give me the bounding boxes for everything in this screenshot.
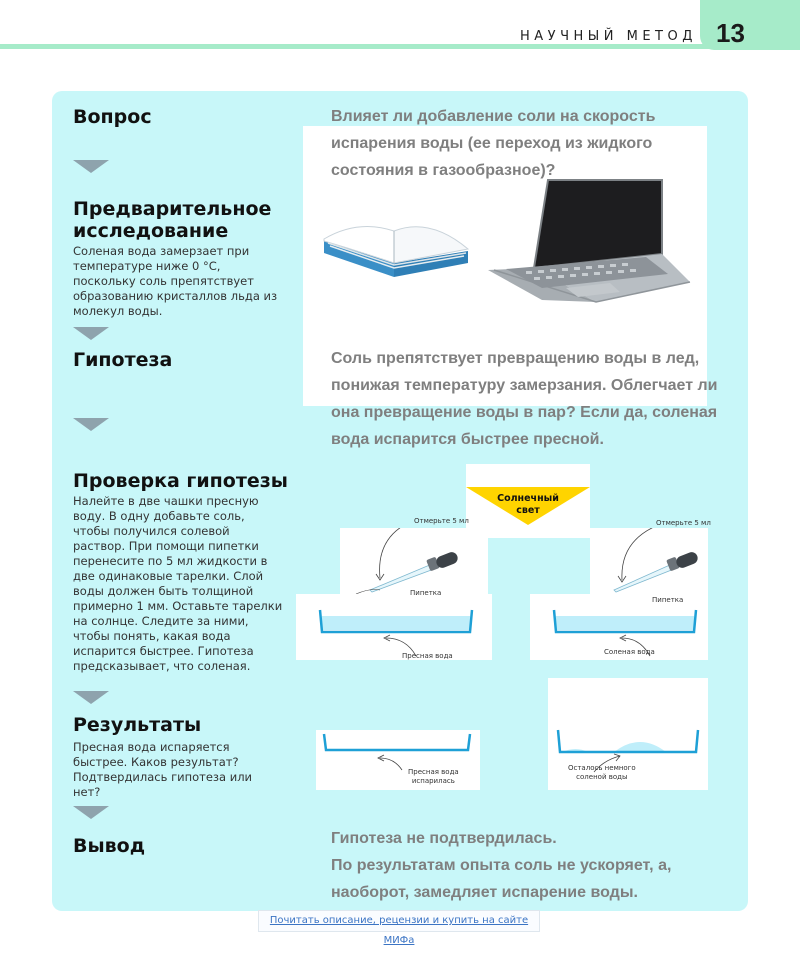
question-content: Влияет ли добавление соли на скорость испарения воды (ее переход из жидкого состояния в газообразное)? bbox=[331, 108, 656, 179]
evaporated-label-line2: испарилась bbox=[411, 777, 455, 785]
step-hypothesis-title: Гипотеза bbox=[73, 349, 173, 371]
sunlight-label-line1: Солнечный bbox=[497, 493, 559, 504]
down-arrow-icon bbox=[73, 160, 109, 173]
step-research-text: Соленая вода замерзает при температуре ниже 0 °C, поскольку соль препятствует образованию кристаллов льда из молекул воды. bbox=[73, 244, 278, 318]
sunlight-label bbox=[466, 493, 590, 517]
step-research-title-line1: Предварительное bbox=[73, 198, 272, 220]
step-question-title: Вопрос bbox=[73, 106, 152, 128]
conclusion-line1: Гипотеза не подтвердилась. bbox=[331, 830, 557, 847]
down-arrow-icon bbox=[73, 327, 109, 340]
laptop-illustration bbox=[486, 176, 692, 304]
hypothesis-content: Соль препятствует превращению воды в лед, понижая температуру замерзания. Облегчает ли она превращение воды в пар? Если да, соленая вода испарится быстрее пресной. bbox=[331, 350, 718, 448]
down-arrow-icon bbox=[73, 418, 109, 431]
conclusion-line2: По результатам опыта соль не ускоряет, а, наоборот, замедляет испарение воды. bbox=[331, 857, 672, 901]
down-arrow-icon bbox=[73, 806, 109, 819]
fresh-water-label: Пресная вода bbox=[402, 652, 453, 660]
evaporated-label bbox=[408, 768, 459, 786]
measure-label-right: Отмерьте 5 мл bbox=[656, 519, 711, 527]
buy-link[interactable]: Почитать описание, рецензии и купить на сайте МИФа bbox=[258, 910, 540, 932]
pipette-left-icon bbox=[340, 528, 488, 594]
salt-water-label: Соленая вода bbox=[604, 648, 655, 656]
pipette-right-icon bbox=[590, 528, 708, 594]
remaining-label-line2: соленой воды bbox=[576, 773, 628, 781]
step-results-text: Пресная вода испаряется быстрее. Каков результат? Подтвердилась гипотеза или нет? bbox=[73, 740, 253, 799]
sunlight-label-line2: свет bbox=[516, 505, 540, 516]
step-research-title bbox=[73, 198, 271, 242]
pipette-label-left: Пипетка bbox=[410, 589, 442, 597]
book-illustration bbox=[318, 205, 474, 285]
conclusion-content bbox=[331, 825, 741, 906]
page-number: 13 bbox=[716, 18, 745, 48]
step-conclusion-title: Вывод bbox=[73, 835, 146, 857]
page-number-tab bbox=[700, 0, 800, 50]
step-testing-text: Налейте в две чашки пресную воду. В одну добавьте соль, чтобы получился солевой раствор. При помощи пипетки перенесите по 5 мл жидкости в две одинаковые тарелки. Слой воды должен быть толщиной примерно 1 мм. Оставьте тарелки на солнце. Следите за ними, чтобы понять, какая вода испарится быстрее. Гипотеза предсказывает, что соленая. bbox=[73, 494, 283, 673]
measure-label-left: Отмерьте 5 мл bbox=[414, 517, 469, 525]
evaporated-label-line1: Пресная вода bbox=[408, 768, 459, 776]
header-rule bbox=[0, 44, 712, 49]
dish-evaporated-icon bbox=[320, 732, 476, 772]
down-arrow-icon bbox=[73, 691, 109, 704]
step-testing-title: Проверка гипотезы bbox=[73, 470, 288, 492]
remaining-label-line1: Осталось немного bbox=[568, 764, 636, 772]
step-research-title-line2: исследование bbox=[73, 220, 229, 242]
remaining-label bbox=[568, 764, 636, 782]
sunlight-arrow bbox=[466, 487, 590, 529]
section-title: НАУЧНЫЙ МЕТОД bbox=[520, 29, 697, 44]
pipette-label-right: Пипетка bbox=[652, 596, 684, 604]
step-results-title: Результаты bbox=[73, 714, 202, 736]
dish-fresh-water-icon bbox=[316, 608, 476, 658]
